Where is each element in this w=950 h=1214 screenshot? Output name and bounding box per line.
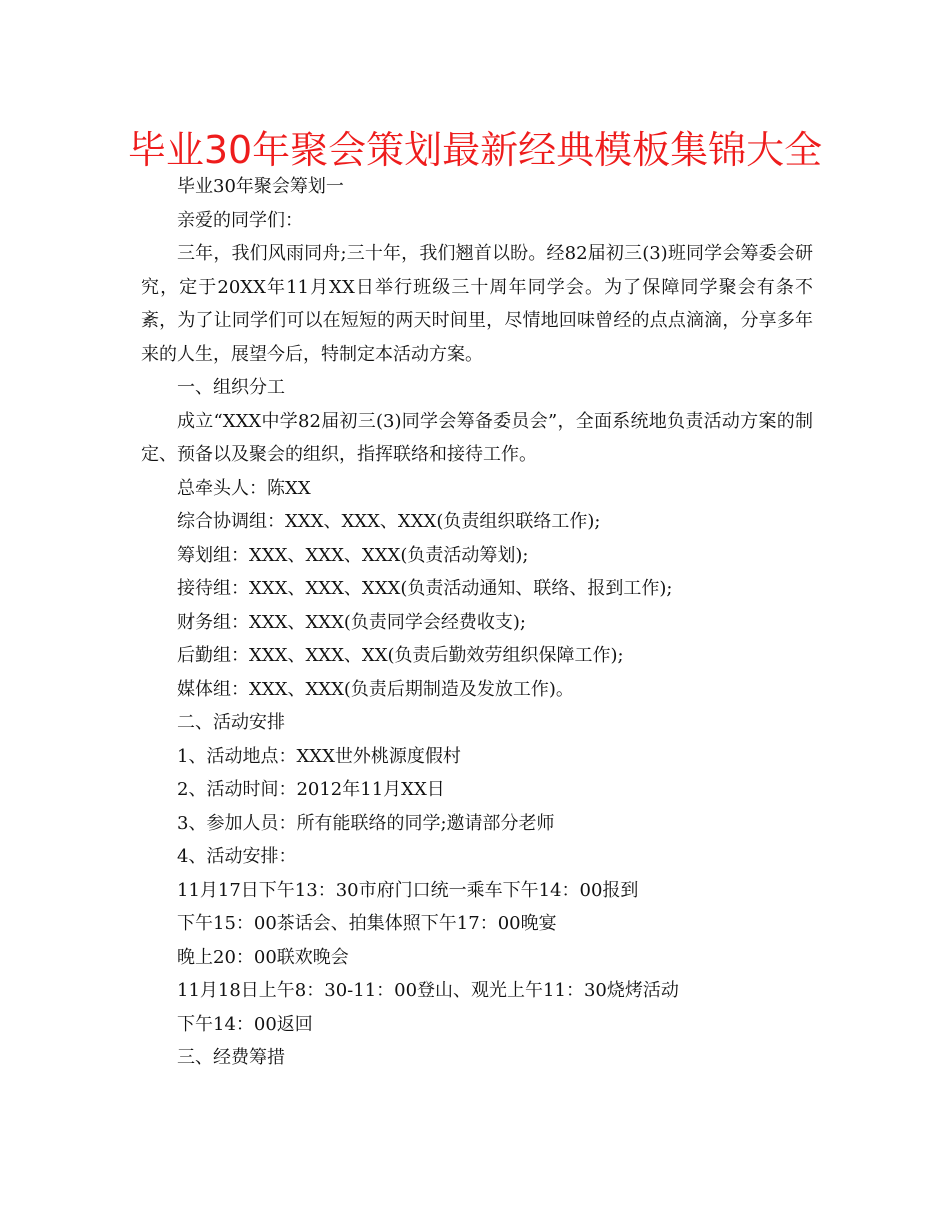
paragraph-plan-heading: 毕业30年聚会筹划一 <box>177 176 344 197</box>
list-item-finance: 财务组：XXX、XXX(负责同学会经费收支); <box>177 611 526 633</box>
list-item-venue: 1、活动地点：XXX世外桃源度假村 <box>177 745 461 767</box>
paragraph-committee: 成立“XXX中学82届初三(3)同学会筹备委员会”，全面系统地负责活动方案的制定、预备以及聚会的组织，指挥联络和接待工作。 <box>141 410 813 465</box>
section-heading-organization: 一、组织分工 <box>177 377 285 398</box>
section-heading-activities: 二、活动安排 <box>177 712 285 733</box>
section-heading-funding: 三、经费筹措 <box>177 1047 285 1068</box>
schedule-line: 11月17日下午13：30市府门口统一乘车下午14：00报到 <box>177 879 639 901</box>
list-item-coordination: 综合协调组：XXX、XXX、XXX(负责组织联络工作); <box>177 511 601 532</box>
document-body <box>141 170 813 1075</box>
list-item-reception: 接待组：XXX、XXX、XXX(负责活动通知、联络、报到工作); <box>177 578 673 599</box>
document-title: 毕业30年聚会策划最新经典模板集锦大全 <box>127 128 823 172</box>
schedule-line: 晚上20：00联欢晚会 <box>177 946 349 968</box>
list-item-media: 媒体组：XXX、XXX(负责后期制造及发放工作)。 <box>177 678 574 700</box>
schedule-line: 11月18日上午8：30-11：00登山、观光上午11：30烧烤活动 <box>177 980 679 1001</box>
paragraph-greeting: 亲爱的同学们： <box>177 209 303 231</box>
list-item-planning: 筹划组：XXX、XXX、XXX(负责活动筹划); <box>177 544 529 566</box>
list-item-participants: 3、参加人员：所有能联络的同学;邀请部分老师 <box>177 812 555 834</box>
list-item-logistics: 后勤组：XXX、XXX、XX(负责后勤效劳组织保障工作); <box>177 645 624 666</box>
schedule-line: 下午14：00返回 <box>177 1013 313 1035</box>
list-item-lead: 总牵头人：陈XX <box>177 477 311 499</box>
list-item-time: 2、活动时间：2012年11月XX日 <box>177 779 445 800</box>
list-item-schedule: 4、活动安排： <box>177 846 297 867</box>
schedule-line: 下午15：00茶话会、拍集体照下午17：00晚宴 <box>177 913 557 934</box>
paragraph-intro: 三年，我们风雨同舟;三十年，我们翘首以盼。经82届初三(3)班同学会筹委会研究，定于20XX年11月XX日举行班级三十周年同学会。为了保障同学聚会有条不紊，为了让同学们可以在短短的两天时间里，尽情地回味曾经的点点滴滴，分享多年来的人生，展望今后，特制定本活动方案。 <box>141 243 813 365</box>
